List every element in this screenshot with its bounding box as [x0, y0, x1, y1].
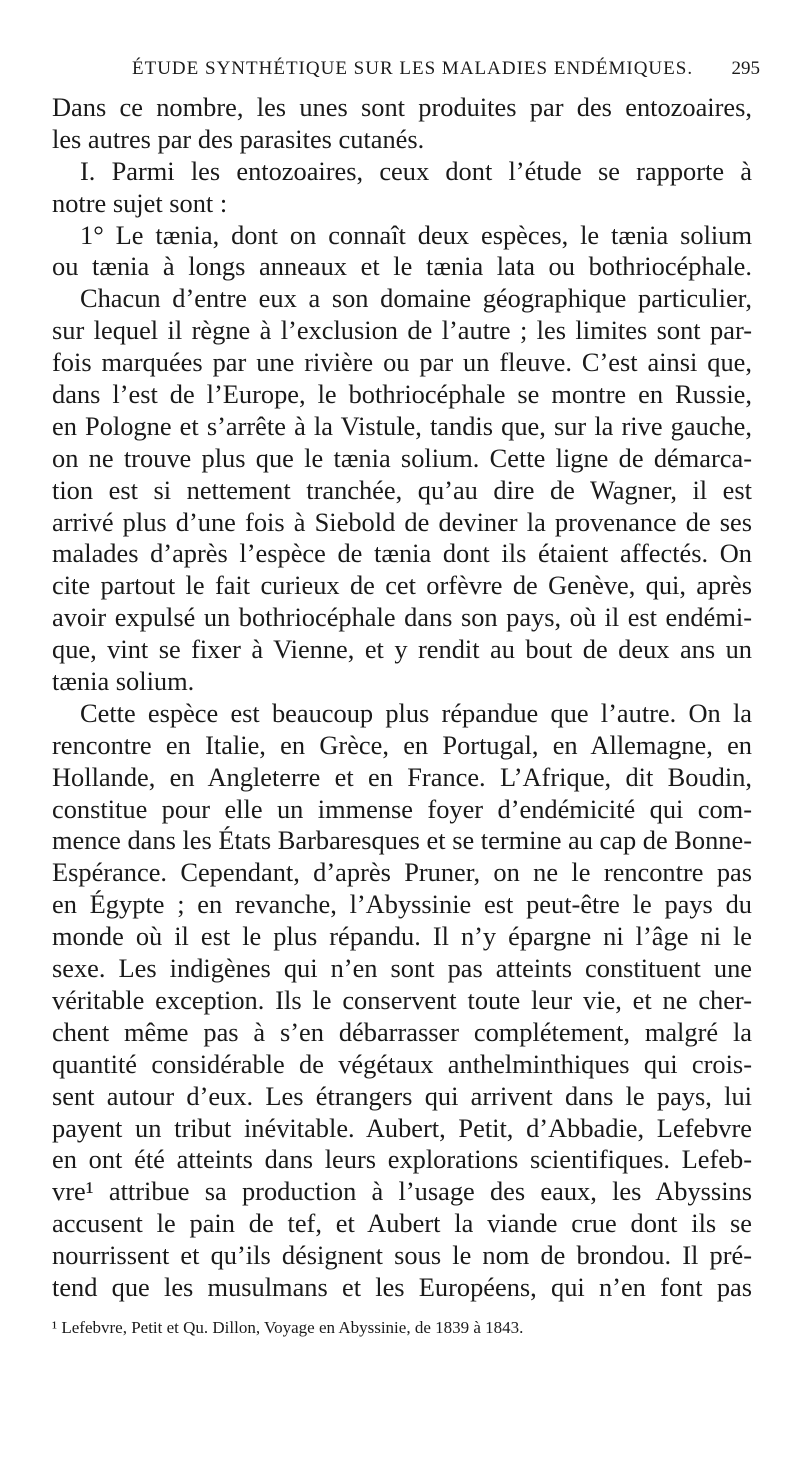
text-line: sent autour d’eux. Les étrangers qui arrivent dans le pays, lui	[52, 1080, 752, 1111]
text-line: mence dans les États Barbaresques et se termine au cap de Bonne-	[52, 825, 752, 856]
text-line: rencontre en Italie, en Grèce, en Portugal, en Allemagne, en	[52, 729, 752, 760]
text-line: payent un tribut inévitable. Aubert, Petit, d’Abbadie, Lefebvre	[52, 1112, 752, 1143]
text-line: en Égypte ; en revanche, l’Abyssinie est peut-être le pays du	[52, 889, 752, 920]
body-text	[52, 92, 752, 1304]
text-line: arrivé plus d’une fois à Siebold de deviner la provenance de ses	[52, 506, 752, 537]
text-line: accusent le pain de tef, et Aubert la viande crue dont ils se	[52, 1208, 752, 1239]
text-line: monde où il est le plus répandu. Il n’y épargne ni l’âge ni le	[52, 921, 752, 952]
text-line: notre sujet sont :	[52, 187, 228, 218]
text-line: nourrissent et qu’ils désignent sous le nom de brondou. Il pré-	[52, 1240, 752, 1271]
text-line: on ne trouve plus que le tænia solium. Cette ligne de démarca-	[52, 442, 752, 473]
text-line: malades d’après l’espèce de tænia dont ils étaient affectés. On	[52, 538, 752, 569]
text-line: Hollande, en Angleterre et en France. L’Afrique, dit Boudin,	[52, 761, 752, 792]
text-line: tion est si nettement tranchée, qu’au dire de Wagner, il est	[52, 474, 752, 505]
text-line: Chacun d’entre eux a son domaine géographique particulier,	[80, 283, 752, 314]
text-line: Cette espèce est beaucoup plus répandue que l’autre. On la	[80, 697, 752, 728]
page-number: 295	[731, 58, 760, 79]
text-line: en ont été atteints dans leurs explorations scientifiques. Lefeb-	[52, 1144, 752, 1175]
text-line: 1° Le tænia, dont on connaît deux espèces, le tænia solium	[80, 219, 752, 250]
text-line: en Pologne et s’arrête à la Vistule, tandis que, sur la rive gauche,	[52, 410, 752, 441]
text-line: véritable exception. Ils le conservent toute leur vie, et ne cher-	[52, 984, 752, 1015]
running-head	[52, 58, 760, 88]
text-line: ou tænia à longs anneaux et le tænia lata ou bothriocéphale.	[52, 251, 752, 282]
text-line: Dans ce nombre, les unes sont produites par des entozoaires,	[52, 92, 752, 122]
text-line: tænia solium.	[52, 666, 195, 697]
text-line: dans l’est de l’Europe, le bothriocéphale se montre en Russie,	[52, 379, 752, 410]
text-line: fois marquées par une rivière ou par un fleuve. C’est ainsi que,	[52, 347, 752, 378]
text-line: sexe. Les indigènes qui n’en sont pas atteints constituent une	[52, 953, 752, 984]
text-line: I. Parmi les entozoaires, ceux dont l’étude se rapporte à	[80, 155, 752, 186]
text-line: Espérance. Cependant, d’après Pruner, on ne le rencontre pas	[52, 857, 752, 888]
text-line: les autres par des parasites cutanés.	[52, 123, 425, 154]
text-line: tend que les musulmans et les Européens, qui n’en font pas	[52, 1271, 752, 1302]
running-title: ÉTUDE SYNTHÉTIQUE SUR LES MALADIES ENDÉMIQUES.	[132, 58, 694, 79]
text-line: chent même pas à s’en débarrasser complétement, malgré la	[52, 1016, 752, 1047]
text-line: cite partout le fait curieux de cet orfèvre de Genève, qui, après	[52, 570, 752, 601]
text-line: sur lequel il règne à l’exclusion de l’autre ; les limites sont par-	[52, 315, 752, 346]
footnote: ¹ Lefebvre, Petit et Qu. Dillon, Voyage en Abyssinie, de 1839 à 1843.	[52, 1318, 524, 1337]
text-line: avoir expulsé un bothriocéphale dans son pays, où il est endémi-	[52, 602, 752, 633]
text-line: constitue pour elle un immense foyer d’endémicité qui com-	[52, 793, 752, 824]
text-line: quantité considérable de végétaux anthelminthiques qui crois-	[52, 1048, 752, 1079]
text-line: que, vint se fixer à Vienne, et y rendit au bout de deux ans un	[52, 634, 752, 665]
text-line: vre¹ attribue sa production à l’usage des eaux, les Abyssins	[52, 1176, 752, 1207]
